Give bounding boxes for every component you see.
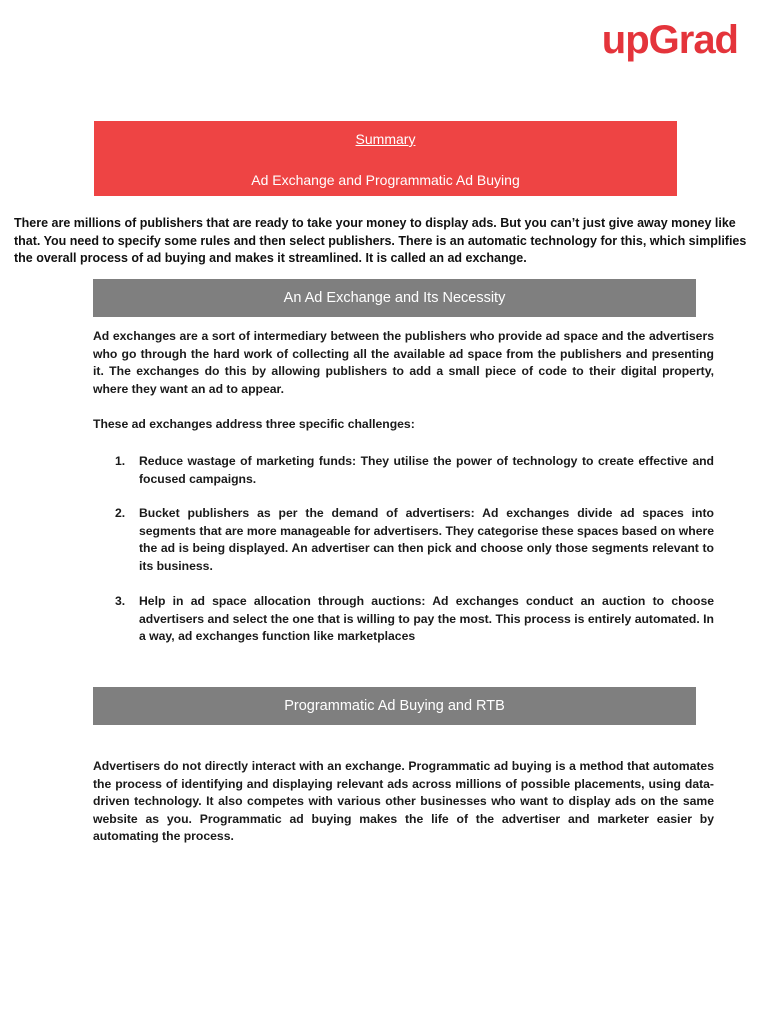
list-body: Ad exchanges conduct an auction to choose advertisers and select the one that is willing to pay the most. This process is entirely automated. In a way, ad exchanges function like marketplaces [139,594,715,643]
list-body: Ad exchanges divide ad spaces into segments that are more manageable for advertisers. They categorise these spaces based on where the ad is being displayed. An advertiser can then pick and choose only those segments relevant to its business. [139,506,714,573]
paragraph-text: Advertisers do not directly interact with an exchange. Programmatic ad buying is a method that automates the process of identifying and displaying relevant ads across millions of possible placements, using data-driven technology. It also competes with various other businesses who want to display ads on the same website as you. Programmatic ad buying makes the life of the advertiser and marketer easier by automating the process. [93,759,714,843]
list-text [139,593,714,646]
challenges-intro [93,416,714,434]
list-text [139,505,714,575]
list-number: 3. [115,594,126,608]
list-text [139,453,714,488]
programmatic-paragraph [93,758,714,846]
summary-title: Ad Exchange and Programmatic Ad Buying [251,172,520,188]
section-heading-programmatic [93,687,696,725]
list-body: They utilise the power of technology to create effective and focused campaigns. [139,454,714,486]
section-heading-text: Programmatic Ad Buying and RTB [284,698,505,714]
list-number: 2. [115,506,126,520]
section-heading-text: An Ad Exchange and Its Necessity [283,290,506,306]
list-lead: Reduce wastage of marketing funds: [139,454,357,468]
summary-banner [94,121,677,196]
paragraph-text: Ad exchanges are a sort of intermediary between the publishers who provide ad space and the advertisers who go through the hard work of collecting all the available ad space from the publishers and presenting it. The exchanges do this by allowing publishers to add a small piece of code to their digital property, where they want an ad to appear. [93,329,714,396]
ad-exchange-paragraph [93,328,714,398]
list-lead: Bucket publishers as per the demand of advertisers: [139,506,475,520]
paragraph-text: These ad exchanges address three specific challenges: [93,417,415,431]
summary-label: Summary [355,131,416,147]
list-number: 1. [115,454,126,468]
section-heading-ad-exchange [93,279,696,317]
list-lead: Help in ad space allocation through auctions: [139,594,426,608]
intro-text: There are millions of publishers that are ready to take your money to display ads. But you can’t just give away money like that. You need to specify some rules and then select publishers. There is an automatic technology for this, which simplifies the overall process of ad buying and makes it streamlined. It is called an ad exchange. [14,216,747,265]
intro-paragraph [14,215,754,268]
upgrad-logo: upGrad [601,18,738,62]
